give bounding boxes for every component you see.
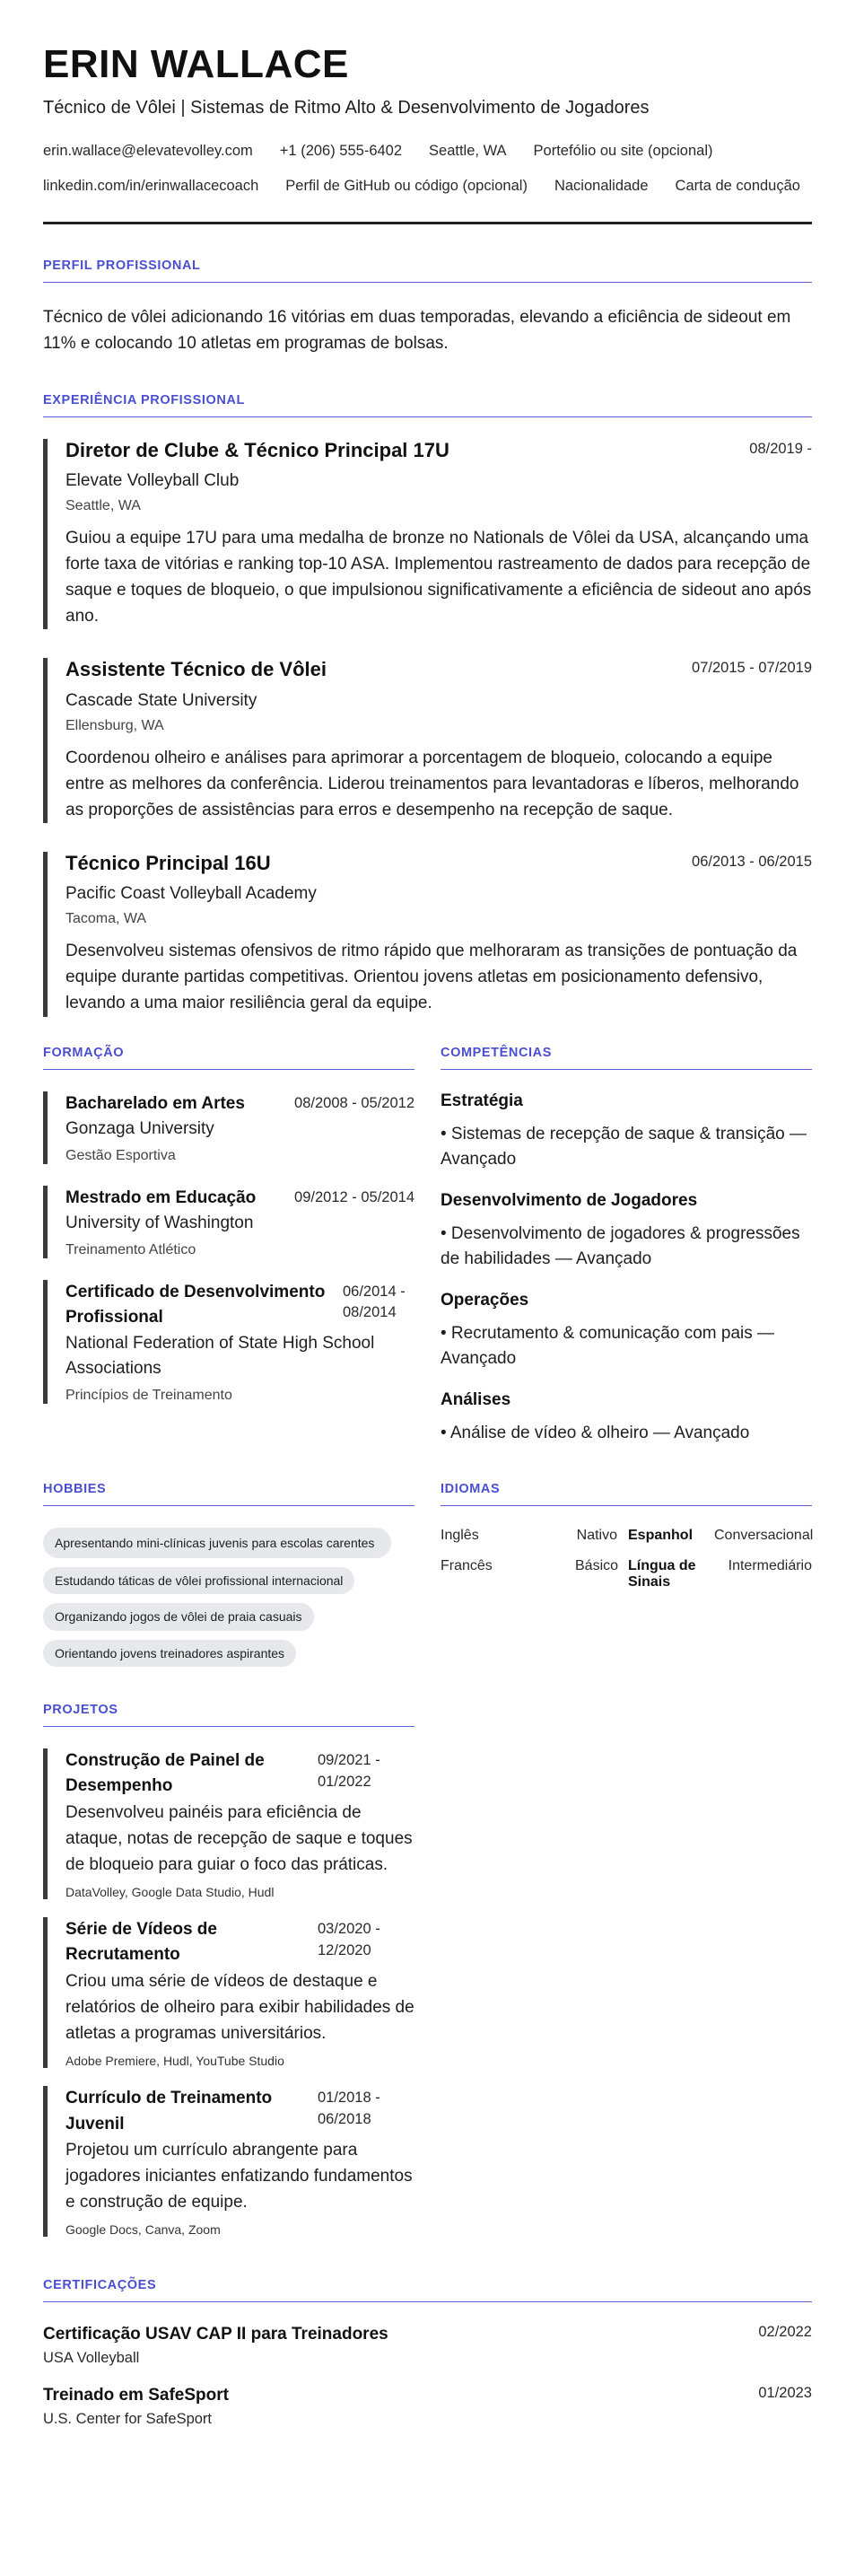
hobbies-section — [43, 1482, 414, 2255]
skill-category: Análises — [441, 1389, 511, 1409]
school-name: Gonzaga University — [65, 1119, 214, 1138]
degree-title: Certificado de Desenvolvimento Profissional — [65, 1282, 326, 1327]
candidate-name: ERIN WALLACE — [43, 42, 349, 86]
skill-group — [441, 1091, 812, 1173]
job-description: Guiou a equipe 17U para uma medalha de bronze no Nationals de Vôlei da USA, alcançando uma forte taxa de vitórias e ranking top-10 ASA. Implementou rastreamento de dados para recepção de saque e toques de bloqueio, o que impulsionou significativamente a eficiência de sideout ano após ano. — [65, 529, 812, 626]
education-date: 08/2008 - 05/2012 — [294, 1094, 414, 1111]
certification-date: 02/2022 — [758, 2324, 812, 2341]
experience-item — [43, 658, 812, 823]
project-description: Desenvolveu painéis para eficiência de ataque, notas de recepção de saque e toques de bloqueio para guiar o foco das práticas. — [65, 1802, 413, 1874]
skill-category: Estratégia — [441, 1091, 523, 1110]
degree-title: Mestrado em Educação — [65, 1187, 257, 1207]
section-title: COMPETÊNCIAS — [441, 1046, 812, 1070]
contact-list — [43, 142, 812, 197]
project-item — [43, 2086, 414, 2237]
project-date: 09/2021 - 01/2022 — [318, 1751, 380, 1790]
projects-section — [43, 1703, 414, 2238]
skills-section — [441, 1046, 812, 1465]
job-location: Ellensburg, WA — [65, 717, 164, 733]
resume-header — [43, 42, 812, 197]
job-organization: Elevate Volleyball Club — [65, 471, 240, 491]
job-location: Tacoma, WA — [65, 911, 147, 927]
summary-section — [43, 258, 812, 357]
education-date: 06/2014 - 08/2014 — [343, 1283, 406, 1320]
job-description: Coordenou olheiro e análises para aprimorar a porcentagem de bloqueio, colocando a equipe entre as melhores da conferência. Liderou treinamentos para levantadoras e líberos, melhorando as proporções de assistências para erros e desempenho na recepção de saque. — [65, 748, 799, 819]
language-name: Língua de Sinais — [628, 1558, 696, 1590]
field-of-study: Gestão Esportiva — [65, 1147, 176, 1163]
skill-group — [441, 1291, 812, 1372]
project-tools: Google Docs, Canva, Zoom — [65, 2222, 221, 2238]
section-title: HOBBIES — [43, 1482, 414, 1506]
certification-issuer: U.S. Center for SafeSport — [43, 2410, 213, 2427]
languages-section — [441, 1482, 812, 2255]
job-location: Seattle, WA — [65, 497, 141, 513]
project-title: Construção de Painel de Desempenho — [65, 1750, 265, 1796]
skill-group — [441, 1390, 812, 1447]
certification-item — [43, 2385, 812, 2428]
language-name: Inglês — [441, 1528, 479, 1543]
education-date: 09/2012 - 05/2014 — [294, 1188, 414, 1205]
language-level: Básico — [575, 1558, 619, 1573]
certification-date: 01/2023 — [758, 2385, 812, 2401]
certifications-section — [43, 2278, 812, 2427]
job-organization: Cascade State University — [65, 690, 257, 710]
summary-text: Técnico de vôlei adicionando 16 vitórias em duas temporadas, elevando a eficiência de sideout em 11% e colocando 10 atletas em programas de bolsas. — [43, 307, 791, 354]
section-title: PERFIL PROFISSIONAL — [43, 258, 812, 283]
contact-driving-license: Carta de condução — [675, 178, 800, 195]
school-name: National Federation of State High School Associations — [65, 1333, 375, 1378]
contact-linkedin[interactable]: linkedin.com/in/erinwallacecoach — [43, 178, 259, 195]
candidate-headline: Técnico de Vôlei | Sistemas de Ritmo Alto & Desenvolvimento de Jogadores — [43, 98, 650, 118]
language-grid — [441, 1528, 812, 1590]
skill-item: • Recrutamento & comunicação com pais — Avançado — [441, 1323, 775, 1368]
education-item — [43, 1280, 414, 1404]
hobby-tag: Orientando jovens treinadores aspirantes — [43, 1640, 296, 1667]
section-title: CERTIFICAÇÕES — [43, 2278, 812, 2302]
job-title: Técnico Principal 16U — [65, 851, 271, 874]
job-description: Desenvolveu sistemas ofensivos de ritmo rápido que melhoraram as transições de pontuação da equipe durante partidas competitivas. Orientou jovens atletas em posicionamento defensivo, levando a uma maior resiliência geral da equipe. — [65, 942, 798, 1013]
job-title: Assistente Técnico de Vôlei — [65, 658, 327, 681]
contact-email[interactable]: erin.wallace@elevatevolley.com — [43, 143, 253, 159]
section-title: FORMAÇÃO — [43, 1046, 414, 1070]
language-name: Francês — [441, 1558, 493, 1573]
project-date: 01/2018 - 06/2018 — [318, 2090, 380, 2128]
skill-category: Operações — [441, 1290, 529, 1310]
hobby-tag: Estudando táticas de vôlei profissional internacional — [43, 1567, 354, 1594]
contact-portfolio[interactable]: Portefólio ou site (opcional) — [533, 143, 713, 159]
language-level: Conversacional — [714, 1528, 814, 1543]
project-description: Projetou um currículo abrangente para jogadores iniciantes enfatizando fundamentos e construção de equipe. — [65, 2141, 413, 2212]
certification-item — [43, 2324, 812, 2367]
experience-item — [43, 439, 812, 630]
project-tools: DataVolley, Google Data Studio, Hudl — [65, 1884, 275, 1899]
job-organization: Pacific Coast Volleyball Academy — [65, 884, 317, 904]
project-tools: Adobe Premiere, Hudl, YouTube Studio — [65, 2054, 284, 2069]
skill-item: • Análise de vídeo & olheiro — Avançado — [441, 1423, 750, 1442]
education-item — [43, 1091, 414, 1164]
contact-location: Seattle, WA — [429, 143, 507, 159]
field-of-study: Princípios de Treinamento — [65, 1387, 232, 1403]
experience-item — [43, 852, 812, 1017]
skill-item: • Sistemas de recepção de saque & transição — Avançado — [441, 1124, 807, 1169]
certification-title: Treinado em SafeSport — [43, 2386, 229, 2405]
hobby-tag: Organizando jogos de vôlei de praia casuais — [43, 1603, 314, 1630]
skill-item: • Desenvolvimento de jogadores & progressões de habilidades — Avançado — [441, 1223, 800, 1268]
section-title: IDIOMAS — [441, 1482, 812, 1506]
education-skills-row — [43, 1046, 812, 1465]
project-item — [43, 1748, 414, 1899]
certification-issuer: USA Volleyball — [43, 2350, 140, 2366]
language-level: Intermediário — [728, 1558, 812, 1573]
project-item — [43, 1917, 414, 2068]
job-date: 06/2013 - 06/2015 — [692, 853, 812, 870]
education-section — [43, 1046, 414, 1465]
school-name: University of Washington — [65, 1214, 254, 1232]
hobby-tag: Apresentando mini-clínicas juvenis para escolas carentes — [43, 1528, 391, 1558]
language-name: Espanhol — [628, 1528, 694, 1543]
skill-group — [441, 1191, 812, 1273]
contact-nationality: Nacionalidade — [554, 178, 649, 195]
project-title: Currículo de Treinamento Juvenil — [65, 2089, 273, 2134]
contact-github[interactable]: Perfil de GitHub ou código (opcional) — [285, 178, 528, 195]
hobby-list — [43, 1528, 414, 1667]
experience-section — [43, 393, 812, 1017]
certification-title: Certificação USAV CAP II para Treinadores — [43, 2325, 388, 2344]
job-date: 07/2015 - 07/2019 — [692, 660, 812, 677]
project-title: Série de Vídeos de Recrutamento — [65, 1919, 217, 1965]
language-level: Nativo — [576, 1528, 617, 1543]
project-description: Criou uma série de vídeos de destaque e relatórios de olheiro para exibir habilidades de atletas a programas universitários. — [65, 1971, 414, 2044]
project-date: 03/2020 - 12/2020 — [318, 1920, 380, 1958]
job-date: 08/2019 - — [749, 440, 812, 457]
degree-title: Bacharelado em Artes — [65, 1093, 245, 1113]
hobbies-languages-row — [43, 1482, 812, 2255]
contact-phone[interactable]: +1 (206) 555-6402 — [279, 143, 403, 159]
field-of-study: Treinamento Atlético — [65, 1241, 196, 1257]
education-item — [43, 1186, 414, 1258]
skill-category: Desenvolvimento de Jogadores — [441, 1190, 698, 1210]
section-title: PROJETOS — [43, 1703, 414, 1727]
section-title: EXPERIÊNCIA PROFISSIONAL — [43, 393, 812, 417]
job-title: Diretor de Clube & Técnico Principal 17U — [65, 438, 449, 461]
header-divider — [43, 222, 812, 224]
